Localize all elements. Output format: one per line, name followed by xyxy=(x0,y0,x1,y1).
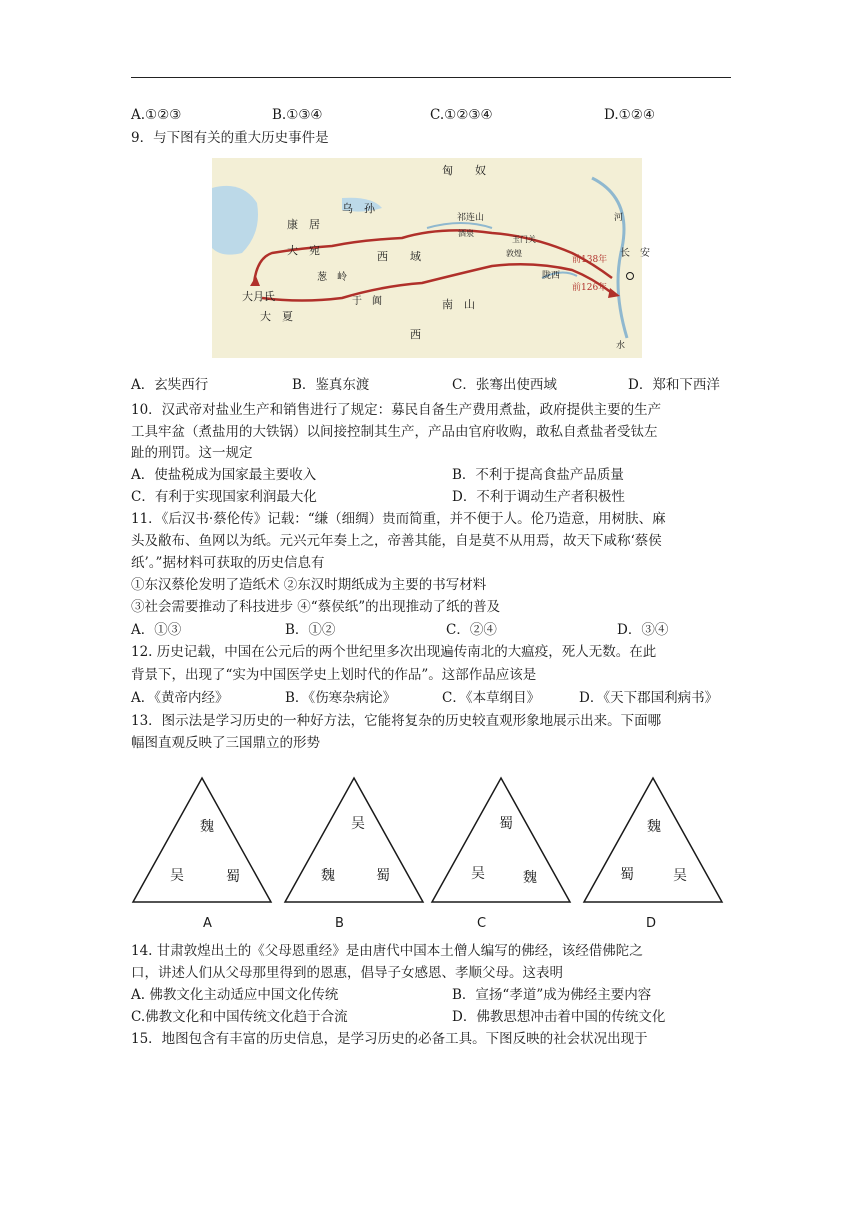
map-label-qilianshan: 祁连山 xyxy=(457,213,485,223)
figure-label-a: A xyxy=(203,916,212,931)
q11-statement-3-4: ③社会需要推动了科技进步 ④“蔡侯纸”的出现推动了纸的普及 xyxy=(131,599,501,615)
q14-option-b[interactable]: B．宣扬“孝道”成为佛经主要内容 xyxy=(452,987,652,1003)
map-label-yumenguan: 玉门关 xyxy=(512,235,536,244)
header-rule xyxy=(131,77,731,78)
q8-option-a[interactable]: A.①②③ xyxy=(131,107,182,123)
q13-stem-line-2: 幅图直观反映了三国鼎立的形势 xyxy=(131,735,320,751)
q10-stem-line-2: 工具牢盆（煮盐用的大铁锅）以间接控制其生产，产品由官府收购，敢私自煮盐者受钛左 xyxy=(131,424,658,440)
figure-label-c: C xyxy=(477,916,487,931)
q11-stem-line-3: 纸’。”据材料可获取的历史信息有 xyxy=(131,555,325,571)
map-label-wusun: 乌 孙 xyxy=(342,202,375,215)
q11-option-a[interactable]: A．①③ xyxy=(131,622,182,638)
triangle-b-top-label: 吴 xyxy=(351,816,365,832)
q14-stem-line-2: 口，讲述人们从父母那里得到的恩惠，倡导子女感恩、孝顺父母。这表明 xyxy=(131,965,563,981)
zhang-qian-route-map xyxy=(212,158,650,358)
triangle-outline xyxy=(584,778,722,902)
map-label-xi: 西 xyxy=(410,328,421,341)
q12-stem-line-1: 12. 历史记载，中国在公元后的两个世纪里多次出现遍传南北的大瘟疫，死人无数。在此 xyxy=(131,644,657,660)
map-label-yutian: 于 阗 xyxy=(352,296,382,307)
triangle-outline xyxy=(432,778,570,902)
q14-option-c[interactable]: C.佛教文化和中国传统文化趋于合流 xyxy=(131,1009,348,1025)
figure-label-d: D xyxy=(646,916,657,931)
triangle-figure-b[interactable] xyxy=(283,776,425,904)
map-label-xiyu: 西 域 xyxy=(377,250,421,263)
triangle-c-left-label: 吴 xyxy=(471,866,485,882)
q10-option-c[interactable]: C．有利于实现国家利润最大化 xyxy=(131,489,317,505)
map-label-river2: 水 xyxy=(616,341,626,351)
q10-option-a[interactable]: A．使盐税成为国家最主要收入 xyxy=(131,467,317,483)
triangle-a-left-label: 吴 xyxy=(170,868,184,884)
map-label-jiuquan: 酒泉 xyxy=(458,229,474,238)
q9-option-b[interactable]: B．鉴真东渡 xyxy=(292,377,370,393)
q11-option-d[interactable]: D．③④ xyxy=(617,622,669,638)
q9-stem: 9．与下图有关的重大历史事件是 xyxy=(131,130,329,146)
map-label-dunhuang: 敦煌 xyxy=(506,249,522,258)
triangle-c-right-label: 魏 xyxy=(523,870,537,886)
triangle-b-right-label: 蜀 xyxy=(376,868,390,884)
q12-option-a[interactable]: A．《黄帝内经》 xyxy=(131,690,229,706)
map-label-year-out: 前138年 xyxy=(572,255,608,265)
map-label-kangju: 康 居 xyxy=(287,218,320,231)
triangle-c-top-label: 蜀 xyxy=(499,816,513,832)
q13-stem-line-1: 13．图示法是学习历史的一种好方法，它能将复杂的历史较直观形象地展示出来。下面哪 xyxy=(131,713,662,729)
map-label-xiongnu: 匈 奴 xyxy=(442,164,486,177)
q8-option-b[interactable]: B.①③④ xyxy=(272,107,323,123)
triangle-a-right-label: 蜀 xyxy=(226,869,240,885)
map-label-changan: 长 安 xyxy=(620,248,650,259)
q14-option-a[interactable]: A. 佛教文化主动适应中国文化传统 xyxy=(131,987,339,1003)
map-label-nanshan: 南 山 xyxy=(442,298,475,311)
q14-option-d[interactable]: D．佛教思想冲击着中国的传统文化 xyxy=(452,1009,666,1025)
q10-stem-line-3: 趾的刑罚。这一规定 xyxy=(131,445,253,461)
q12-stem-line-2: 背景下，出现了“实为中国医学史上划时代的作品”。这部作品应该是 xyxy=(131,667,537,683)
triangle-d-top-label: 魏 xyxy=(647,819,661,835)
triangle-a-top-label: 魏 xyxy=(200,819,214,835)
q10-option-d[interactable]: D．不利于调动生产者积极性 xyxy=(452,489,625,505)
q11-stem-line-1: 11．《后汉书·蔡伦传》记载：“缣（细绸）贵而简重，并不便于人。伦乃造意，用树肤、麻 xyxy=(131,511,666,527)
q11-statement-1-2: ①东汉蔡伦发明了造纸术 ②东汉时期纸成为主要的书写材料 xyxy=(131,577,487,593)
map-label-year-back: 前126年 xyxy=(572,283,608,293)
q9-option-d[interactable]: D．郑和下西洋 xyxy=(628,377,720,393)
q12-option-d[interactable]: D．《天下郡国利病书》 xyxy=(579,690,719,706)
triangle-d-left-label: 蜀 xyxy=(620,867,634,883)
q8-option-d[interactable]: D.①②④ xyxy=(604,107,655,123)
map-label-daxia: 大 夏 xyxy=(260,310,293,323)
map-label-dayuezhi: 大月氏 xyxy=(242,290,275,303)
map-label-congling: 葱 岭 xyxy=(317,272,347,283)
map-label-dawan: 大 宛 xyxy=(287,244,320,257)
map-label-river1: 河 xyxy=(614,213,624,223)
triangle-outline xyxy=(133,778,271,902)
q8-option-c[interactable]: C.①②③④ xyxy=(430,107,493,123)
triangle-d-right-label: 吴 xyxy=(673,868,687,884)
q12-option-b[interactable]: B．《伤寒杂病论》 xyxy=(285,690,397,706)
q9-option-c[interactable]: C．张骞出使西域 xyxy=(452,377,557,393)
q14-stem-line-1: 14. 甘肃敦煌出土的《父母恩重经》是由唐代中国本土僧人编写的佛经，该经借佛陀之 xyxy=(131,943,643,959)
triangle-figure-d[interactable] xyxy=(582,776,724,904)
q12-option-c[interactable]: C．《本草纲目》 xyxy=(442,690,541,706)
q9-option-a[interactable]: A．玄奘西行 xyxy=(131,377,209,393)
triangle-figure-c[interactable] xyxy=(430,776,572,904)
q15-stem-line-1: 15．地图包含有丰富的历史信息，是学习历史的必备工具。下图反映的社会状况出现于 xyxy=(131,1031,648,1047)
q10-option-b[interactable]: B．不利于提高食盐产品质量 xyxy=(452,467,624,483)
triangle-figure-a[interactable] xyxy=(131,776,273,904)
q11-option-c[interactable]: C．②④ xyxy=(446,622,497,638)
triangle-b-left-label: 魏 xyxy=(321,868,335,884)
figure-label-b: B xyxy=(335,916,344,931)
q11-option-b[interactable]: B．①② xyxy=(285,622,336,638)
triangle-outline xyxy=(285,778,423,902)
q11-stem-line-2: 头及敝布、鱼网以为纸。元兴元年奏上之，帝善其能，自是莫不从用焉，故天下咸称‘蔡侯 xyxy=(131,533,662,549)
q10-stem-line-1: 10．汉武帝对盐业生产和销售进行了规定：募民自备生产费用煮盐，政府提供主要的生产 xyxy=(131,402,662,418)
map-label-longxi: 陇西 xyxy=(542,271,561,281)
